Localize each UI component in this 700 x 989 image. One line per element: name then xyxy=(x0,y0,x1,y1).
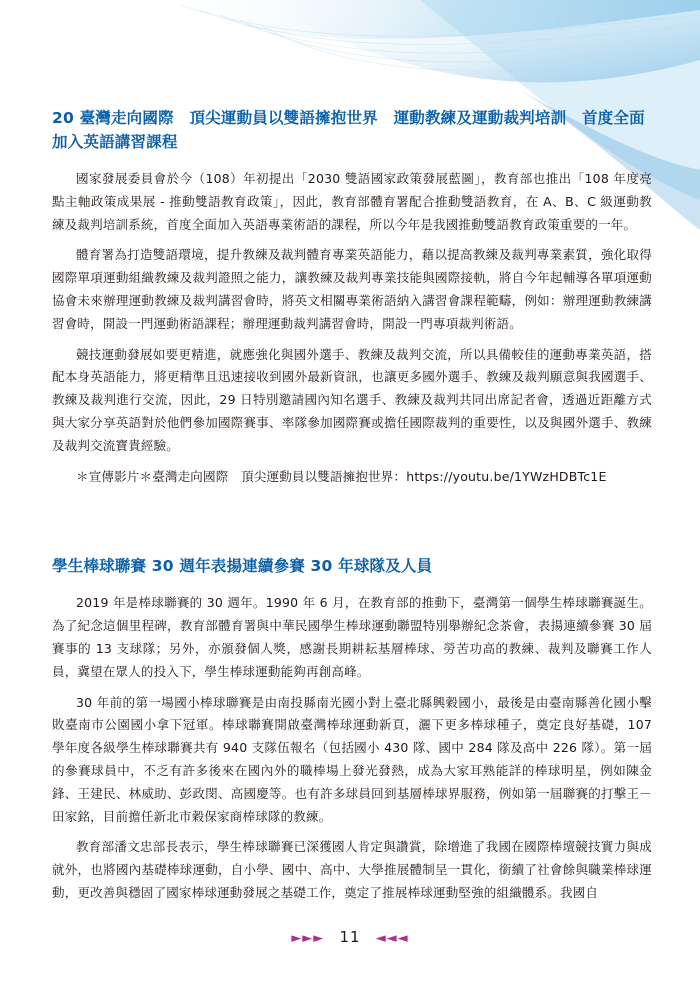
section-spacer xyxy=(52,488,652,554)
page-content xyxy=(52,106,652,913)
section-title: 20 臺灣走向國際 頂尖運動員以雙語擁抱世界 運動教練及運動裁判培訓 首度全面加入英語講習課程 xyxy=(52,109,645,151)
right-arrows-icon: ►►► xyxy=(291,931,325,946)
left-arrows-icon: ◄◄◄ xyxy=(375,931,409,946)
promo-video-link[interactable]: ＊宣傳影片＊臺灣走向國際 頂尖運動員以雙語擁抱世界：https://youtu.be/1YWzHDBTc1E xyxy=(76,468,607,484)
paragraph: 國家發展委員會於今（108）年初提出「2030 雙語國家政策發展藍圖」，教育部也推出「108 年度亮點主軸政策成果展 - 推動雙語教育政策」，因此，教育部體育署配合推動雙語教育，在 A、B、C 級運動教練及裁判培訓系統，首度全面加入英語專業術語的課程，所以今年是我國推動雙語教育政策重要的一年。 xyxy=(52,171,652,232)
article-student-baseball-league xyxy=(52,554,652,904)
paragraph: 30 年前的第一場國小棒球聯賽是由南投縣南光國小對上臺北縣興穀國小，最後是由臺南縣善化國小擊敗臺南市公園國小拿下冠軍。棒球聯賽開啟臺灣棒球運動新頁，灑下更多棒球種子，奠定良好基礎，107 學年度各級學生棒球聯賽共有 940 支隊伍報名（包括國小 430 隊、國中 284 隊及高中 226 隊）。第一屆的參賽球員中，不乏有許多後來在國內外的職棒場上發光發熱，成為大家耳熟能詳的棒球明星，例如陳金鋒、王建民、林威助、彭政閔、高國慶等。也有許多球員回到基層棒球界服務，例如第一屆聯賽的打擊王－田家銘，目前擔任新北市穀保家商棒球隊的教練。 xyxy=(52,694,652,824)
page-number: 11 xyxy=(339,928,361,946)
paragraph: 2019 年是棒球聯賽的 30 週年。1990 年 6 月，在教育部的推動下，臺灣第一個學生棒球聯賽誕生。為了紀念這個里程碑，教育部體育署與中華民國學生棒球運動聯盟特別舉辦紀念茶會，表揚連續參賽 30 屆賽事的 13 支球隊；另外，亦頒發個人獎，感謝長期耕耘基層棒球、勞苦功高的教練、裁判及聯賽工作人員，冀望在眾人的投入下，學生棒球運動能夠再創高峰。 xyxy=(52,595,652,679)
paragraph: 體育署為打造雙語環境，提升教練及裁判體育專業英語能力，藉以提高教練及裁判專業素質，強化取得國際單項運動組織教練及裁判證照之能力，讓教練及裁判專業技能與國際接軌，將自今年起輔導各單項運動協會未來辦理運動教練及裁判講習會時，將英文相關專業術語納入講習會課程範疇，例如：辦理運動教練講習會時，開設一門運動術語課程；辦理運動裁判講習會時，開設一門專項裁判術語。 xyxy=(52,247,652,331)
page-footer xyxy=(0,928,700,946)
section-title: 學生棒球聯賽 30 週年表揚連續參賽 30 年球隊及人員 xyxy=(52,557,433,576)
paragraph: 教育部潘文忠部長表示，學生棒球聯賽已深獲國人肯定與讚賞，除增進了我國在國際棒壇競技實力與成就外，也將國內基礎棒球運動，自小學、國中、高中、大學推展體制呈一貫化，銜續了社會餘與職業棒球運動，更改善與穩固了國家棒球運動發展之基礎工作，奠定了推展棒球運動堅強的組織體系。我國自 xyxy=(52,839,652,900)
article-dual-language-training xyxy=(52,106,652,488)
paragraph: 競技運動發展如要更精進，就應強化與國外選手、教練及裁判交流，所以具備較佳的運動專業英語，搭配本身英語能力，將更精準且迅速接收到國外最新資訊，也讓更多國外選手、教練及裁判願意與我國選手、教練及裁判進行交流，因此，29 日特別邀請國內知名選手、教練及裁判共同出席記者會，透過近距離方式與大家分享英語對於他們參加國際賽事、率隊參加國際賽或擔任國際裁判的重要性，以及與國外選手、教練及裁判交流寶貴經驗。 xyxy=(52,346,652,453)
